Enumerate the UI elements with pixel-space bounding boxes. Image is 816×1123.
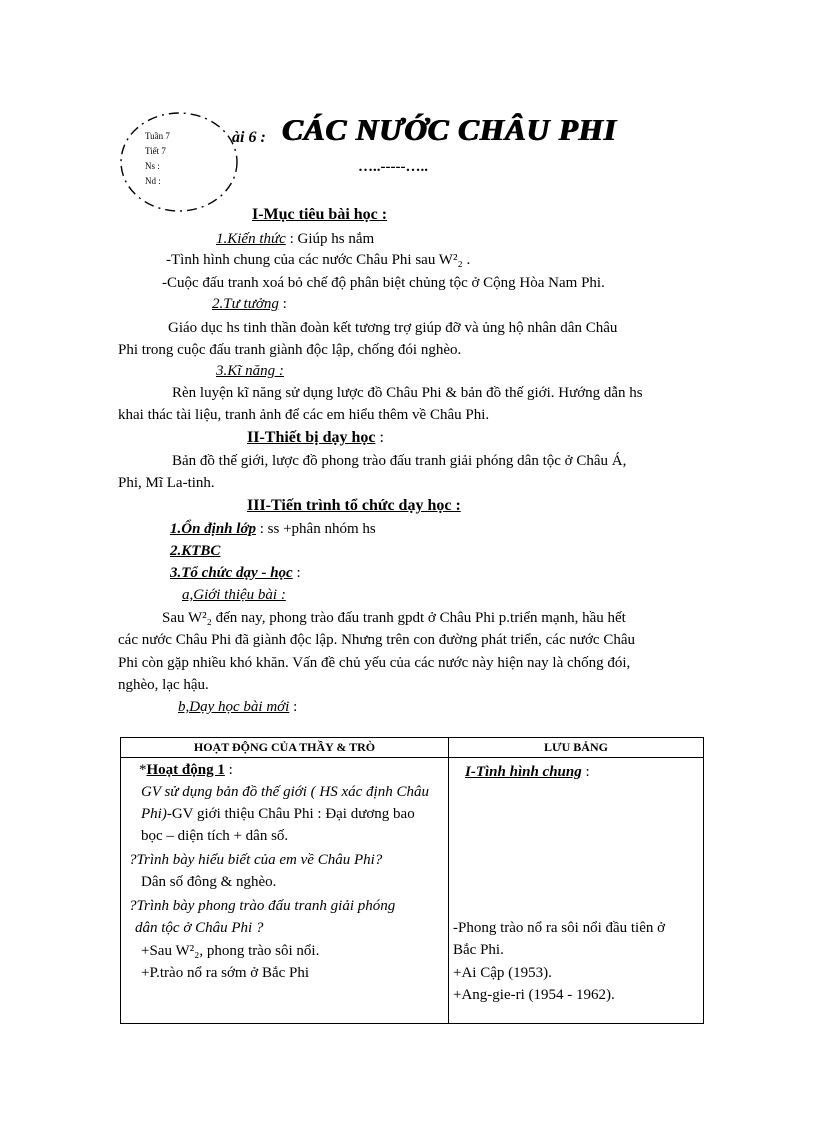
new-lesson-line [178,697,297,717]
board-cell [449,758,704,1024]
new-lesson-label: b,Dạy học bài mới [178,699,290,715]
activity-label: Hoạt động 1 [146,762,225,778]
knowledge-text: : Giúp hs nắm [285,231,375,247]
board-text-4: +Ang-gie-ri (1954 - 1962). [453,987,615,1003]
board-text-1: -Phong trào nổ ra sôi nổi đầu tiên ở [453,920,666,936]
activity-text-2a: Phi) [141,806,167,822]
activity-text-2 [141,804,415,824]
item1-line [170,519,376,539]
lesson-prefix: ài 6 : [232,129,266,146]
intro-text-2: các nước Châu Phi đã giành độc lập. Nhưng trên con đường phát triển, các nước Châu [118,632,636,648]
activity-colon: : [224,762,233,778]
week-label: Tuần 7 [145,131,170,141]
activity-question-1: ?Trình bày hiểu biết của em về Châu Phi? [129,852,383,868]
activity-cell [121,758,449,1024]
title-separator: …..-----….. [358,159,428,175]
intro-text-3: Phi còn gặp nhiều khó khăn. Vấn đề chủ yếu của các nước này hiện nay là chống đói, [118,655,631,671]
item3-line [170,563,301,583]
activity-question-2a: ?Trình bày phong trào đấu tranh giải phóng [129,898,396,914]
board-heading-label: I-Tình hình chung [465,764,582,780]
activity-text-2b: -GV giới thiệu Châu Phi : Đại dương bao [166,806,415,822]
nd-label: Nd : [145,176,161,186]
section3-heading: III-Tiến trình tổ chức dạy học : [247,497,461,514]
activity-answer-2b: +P.trào nổ ra sớm ở Bắc Phi [141,965,310,981]
skill-text-1: Rèn luyện kĩ năng sử dụng lược đồ Châu Phi & bản đồ thế giới. Hướng dẫn hs [172,385,643,401]
thought-colon: : [278,296,287,312]
thought-text-1: Giáo dục hs tinh thần đoàn kết tương trợ giúp đỡ và ủng hộ nhân dân Châu [168,320,618,336]
activity-answer-1: Dân số đông & nghèo. [141,874,277,890]
activity-text-3: bọc – diện tích + dân số. [141,828,289,844]
item3-colon: : [292,565,301,581]
col-activity-header: HOẠT ĐỘNG CỦA THẦY & TRÒ [121,738,449,758]
item2-label: 2.KTBC [170,543,221,559]
equipment-text-1: Bản đồ thế giới, lược đồ phong trào đấu tranh giải phóng dân tộc ở Châu Á, [172,453,627,469]
item1-text: : ss +phân nhóm hs [256,521,376,537]
thought-label: 2.Tư tưởng [212,296,279,312]
new-lesson-colon: : [289,699,298,715]
activity-question-2b: dân tộc ở Châu Phi ? [135,920,264,936]
col-board-header: LƯU BẢNG [449,738,704,758]
section2-colon: : [375,429,384,446]
skill-label: 3.Kĩ năng : [216,363,284,379]
lesson-title: CÁC NƯỚC CHÂU PHI [282,112,617,147]
board-text-3: +Ai Cập (1953). [453,965,552,981]
knowledge-item-1: -Tình hình chung của các nước Châu Phi sau W²₂ . [166,252,471,268]
intro-text-4: nghèo, lạc hậu. [118,677,209,693]
item1-label: 1.Ổn định lớp [170,521,256,537]
section2-heading-line [247,428,384,448]
thought-line [212,294,287,314]
board-text-2: Bắc Phi. [453,942,504,958]
skill-text-2: khai thác tài liệu, tranh ảnh để các em hiểu thêm về Châu Phi. [118,407,490,423]
activity-answer-2a: +Sau W²₂, phong trào sôi nổi. [141,943,320,959]
board-heading [465,762,590,782]
activity-star: * [139,762,147,778]
board-heading-colon: : [581,764,590,780]
activity-heading [139,760,233,780]
period-label: Tiết 7 [145,146,166,156]
section2-heading: II-Thiết bị dạy học [247,429,376,446]
item3-label: 3.Tổ chức dạy - học [170,565,293,581]
activity-text-1: GV sử dụng bản đồ thế giới ( HS xác định Châu [141,784,429,800]
dashed-circle-stamp [118,110,240,214]
ns-label: Ns : [145,161,160,171]
knowledge-label: 1.Kiến thức [216,231,286,247]
intro-text-1: Sau W²₂ đến nay, phong trào đấu tranh gpdt ở Châu Phi p.triển mạnh, hầu hết [162,610,626,626]
lesson-table [120,737,704,1024]
thought-text-2: Phi trong cuộc đấu tranh giành độc lập, chống đói nghèo. [118,342,462,358]
intro-label: a,Giới thiệu bài : [182,587,286,603]
equipment-text-2: Phi, Mĩ La-tinh. [118,475,215,491]
knowledge-line [216,229,374,249]
section1-heading: I-Mục tiêu bài học : [252,206,388,223]
knowledge-item-2: -Cuộc đấu tranh xoá bỏ chế độ phân biệt chủng tộc ở Cộng Hòa Nam Phi. [162,275,605,291]
